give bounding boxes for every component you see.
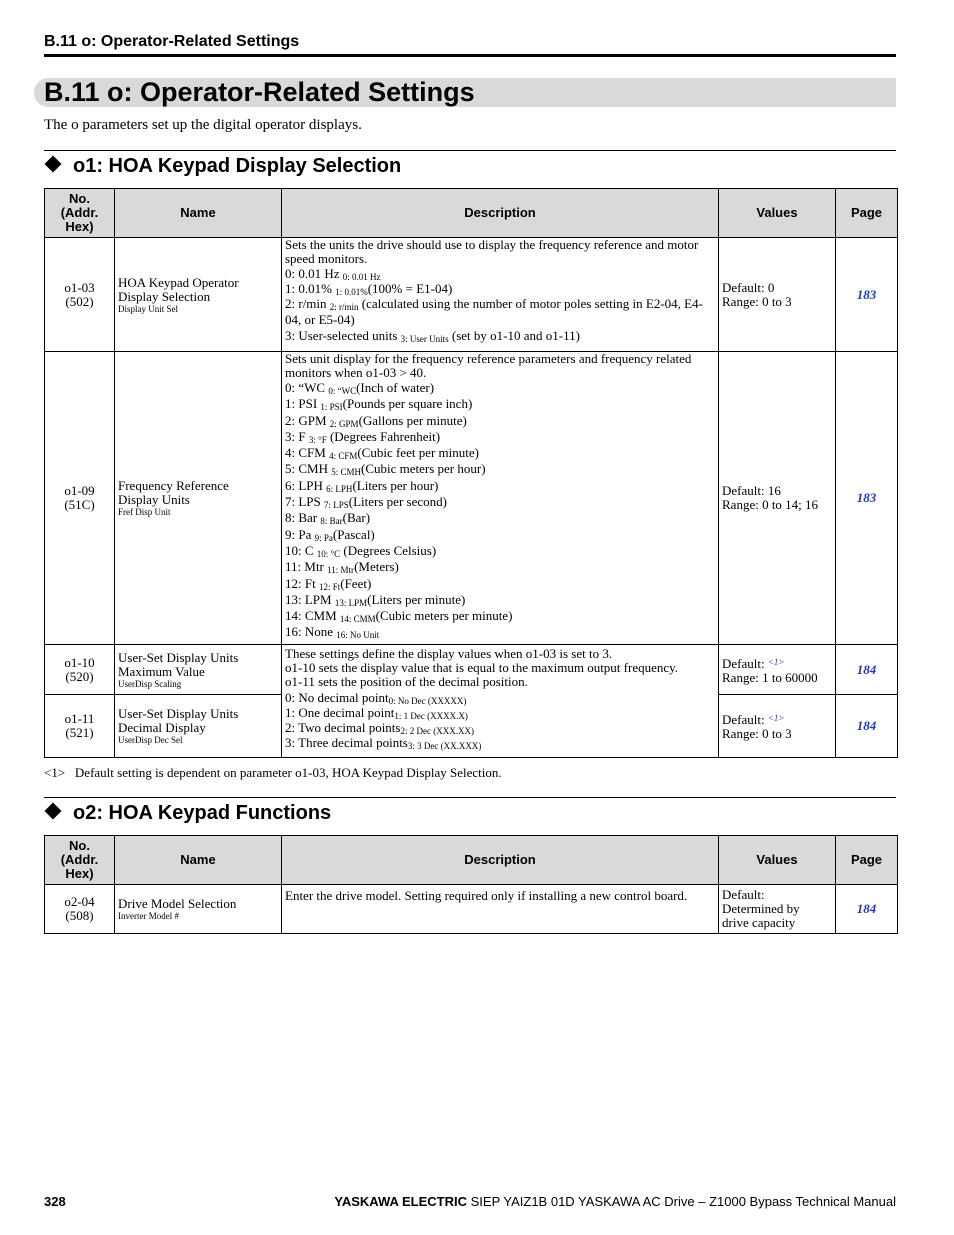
param-number: o1-11 (521) bbox=[45, 695, 115, 758]
unit-option: 12: Ft $_{12: Ft}$(Feet) bbox=[285, 575, 372, 592]
param-number: o1-10 (520) bbox=[45, 645, 115, 695]
param-number: o2-04 (508) bbox=[45, 885, 115, 934]
page-link[interactable]: 184 bbox=[836, 695, 898, 758]
page-title: B.11 o: Operator-Related Settings bbox=[44, 77, 475, 107]
col-header-name: Name bbox=[115, 189, 282, 238]
decimal-option: 2: Two decimal points$_{2: 2 Dec (XXX.XX)}$ bbox=[285, 720, 474, 736]
unit-option: 3: F $_{3: ^\circ F}$ (Degrees Fahrenheit) bbox=[285, 428, 441, 445]
col-header-page: Page bbox=[836, 836, 898, 885]
unit-option: 16: None $_{16: No Unit}$ bbox=[285, 624, 380, 641]
col-header-values: Values bbox=[719, 189, 836, 238]
unit-option: 2: GPM $_{2: GPM}$(Gallons per minute) bbox=[285, 412, 467, 429]
unit-list bbox=[285, 380, 718, 641]
footnote: <1> Default setting is dependent on parameter o1-03, HOA Keypad Display Selection. bbox=[44, 765, 502, 780]
unit-option: 5: CMH $_{5: CMH}$(Cubic meters per hour) bbox=[285, 461, 486, 478]
footer-text bbox=[334, 1194, 896, 1209]
param-name: Frequency Reference Display Units Fref Disp Unit bbox=[115, 352, 282, 645]
footnote-ref[interactable]: <1> bbox=[767, 656, 785, 667]
unit-option: 7: LPS $_{7: LPS}$(Liters per second) bbox=[285, 494, 447, 511]
lcd-text: UserDisp Scaling bbox=[118, 678, 182, 689]
page-link[interactable]: 183 bbox=[836, 352, 898, 645]
unit-option: 1: PSI $_{1: PSI}$(Pounds per square inch) bbox=[285, 396, 473, 413]
footnote-ref[interactable]: <1> bbox=[767, 713, 785, 723]
diamond-bullet-icon bbox=[45, 156, 62, 173]
unit-option: 11: Mtr $_{11: Mtr}$(Meters) bbox=[285, 559, 399, 576]
table-header-row bbox=[45, 836, 898, 885]
decimal-option: 0: No decimal point$_{0: No Dec (XXXXX)}$ bbox=[285, 690, 467, 706]
param-name: HOA Keypad Operator Display Selection Display Unit Sel bbox=[115, 238, 282, 352]
param-description: Sets unit display for the frequency reference parameters and frequency related monitors when o1-03 > 40. 0: “WC $_{0: “WC}$(Inch of water) 1: PSI $_{1: PSI}$(Pounds per square inch) 2: GPM $_{2: GPM}$(Gallons per minute) 3: F $_{3: ^\circ F}$ (Degrees Fahrenheit) 4: CFM $_{4: CFM}$(Cubic feet per minute) 5: CMH $_{5: CMH}$(Cubic meters per hour) 6: LPH $_{6: LPH}$(Liters per hour) 7: LPS $_{7: LPS}$(Liters per second) 8: Bar $_{8: Bar}$(Bar) 9: Pa $_{9: Pa}$(Pascal) 10: C $_{10: ^\circ C}$ (Degrees Celsius) 11: Mtr $_{11: Mtr}$(Meters) 12: Ft $_{12: Ft}$(Feet) 13: LPM $_{13: LPM}$(Liters per minute) 14: CMM $_{14: CMM}$(Cubic meters per minute) 16: None $_{16: No Unit}$ bbox=[282, 352, 719, 645]
col-header-description: Description bbox=[282, 189, 719, 238]
header-rule bbox=[44, 54, 896, 57]
table-row-o1-03 bbox=[45, 238, 898, 352]
section-title: o2: HOA Keypad Functions bbox=[73, 802, 332, 824]
table-row-o1-09 bbox=[45, 352, 898, 645]
decimal-option: 3: Three decimal points$_{3: 3 Dec (XX.XXX)}$ bbox=[285, 735, 482, 751]
section-heading-o1 bbox=[44, 155, 401, 178]
param-values: Default: 0 Range: 0 to 3 bbox=[719, 238, 836, 352]
unit-option: 14: CMM $_{14: CMM}$(Cubic meters per minute) bbox=[285, 608, 513, 625]
unit-option: 0: “WC $_{0: “WC}$(Inch of water) bbox=[285, 380, 435, 396]
param-number: o1-09 (51C) bbox=[45, 352, 115, 645]
section-heading-o2 bbox=[44, 802, 331, 825]
unit-option: 6: LPH $_{6: LPH}$(Liters per hour) bbox=[285, 477, 439, 494]
footer-brand: YASKAWA ELECTRIC bbox=[334, 1194, 468, 1209]
col-header-page: Page bbox=[836, 189, 898, 238]
decimal-list bbox=[285, 689, 718, 750]
lcd-text: Fref Disp Unit bbox=[118, 507, 171, 517]
running-header: B.11 o: Operator-Related Settings bbox=[44, 33, 300, 50]
param-values: Default: Determined by drive capacity bbox=[719, 885, 836, 934]
page-link[interactable]: 183 bbox=[836, 238, 898, 352]
lcd-text: Display Unit Sel bbox=[118, 303, 178, 314]
section-title: o1: HOA Keypad Display Selection bbox=[73, 155, 402, 177]
param-number: o1-03 (502) bbox=[45, 238, 115, 352]
title-bar bbox=[34, 78, 896, 107]
param-table-o2 bbox=[44, 835, 898, 934]
param-values: Default: 16 Range: 0 to 14; 16 bbox=[719, 352, 836, 645]
param-values: Default: $^{<1>}$ Range: 1 to 60000 bbox=[719, 645, 836, 695]
param-values: Default: $^{<1>}$ Range: 0 to 3 bbox=[719, 695, 836, 758]
lcd-text: UserDisp Dec Sel bbox=[118, 735, 183, 745]
table-row-o2-04 bbox=[45, 885, 898, 934]
lcd-text: Inverter Model # bbox=[118, 911, 179, 921]
page-number: 328 bbox=[44, 1194, 66, 1209]
col-header-no: No. (Addr. Hex) bbox=[45, 836, 115, 885]
col-header-description: Description bbox=[282, 836, 719, 885]
section-rule bbox=[44, 797, 896, 798]
param-description: Enter the drive model. Setting required only if installing a new control board. bbox=[282, 885, 719, 934]
param-description: These settings define the display values when o1-03 is set to 3. o1-10 sets the display value that is equal to the maximum output frequency. o1-11 sets the position of the decimal position. 0: No decimal point$_{0: No Dec (XXXXX)}$ 1: One decimal point$_{1: 1 Dec (XXXX.X)}$ 2: Two decimal points$_{2: 2 Dec (XXX.XX)}$ 3: Three decimal points$_{3: 3 Dec (XX.XXX)}$ bbox=[282, 645, 719, 758]
unit-option: 13: LPM $_{13: LPM}$(Liters per minute) bbox=[285, 591, 466, 608]
intro-text: The o parameters set up the digital operator displays. bbox=[44, 117, 362, 133]
param-description: Sets the units the drive should use to display the frequency reference and motor speed monitors. 0: 0.01 Hz $_{0: 0.01 Hz}$ 1: 0.01% $_{1: 0.01\%}$(100% = E1-04) 2: r/min $_{2: r/min}$ (calculated using the number of motor poles setting in E2-04, E4-04, or E5-04) 3: User-selected units $_{3: User Units}$ (set by o1-10 and o1-11) bbox=[282, 238, 719, 352]
table-row-o1-10 bbox=[45, 645, 898, 695]
col-header-name: Name bbox=[115, 836, 282, 885]
param-table-o1 bbox=[44, 188, 898, 758]
col-header-no: No. (Addr. Hex) bbox=[45, 189, 115, 238]
col-header-values: Values bbox=[719, 836, 836, 885]
unit-option: 9: Pa $_{9: Pa}$(Pascal) bbox=[285, 526, 375, 543]
section-rule bbox=[44, 150, 896, 151]
param-name: User-Set Display Units Maximum Value UserDisp Scaling bbox=[115, 645, 282, 695]
param-name: User-Set Display Units Decimal Display UserDisp Dec Sel bbox=[115, 695, 282, 758]
param-name: Drive Model Selection Inverter Model # bbox=[115, 885, 282, 934]
page-link[interactable]: 184 bbox=[836, 885, 898, 934]
page-link[interactable]: 184 bbox=[836, 645, 898, 695]
unit-option: 10: C $_{10: ^\circ C}$ (Degrees Celsius) bbox=[285, 542, 437, 559]
decimal-option: 1: One decimal point$_{1: 1 Dec (XXXX.X)}$ bbox=[285, 705, 468, 721]
footer-doc: SIEP YAIZ1B 01D YASKAWA AC Drive – Z1000 Bypass Technical Manual bbox=[467, 1194, 896, 1209]
table-header-row bbox=[45, 189, 898, 238]
unit-option: 8: Bar $_{8: Bar}$(Bar) bbox=[285, 510, 371, 527]
diamond-bullet-icon bbox=[45, 803, 62, 820]
unit-option: 4: CFM $_{4: CFM}$(Cubic feet per minute) bbox=[285, 445, 479, 462]
